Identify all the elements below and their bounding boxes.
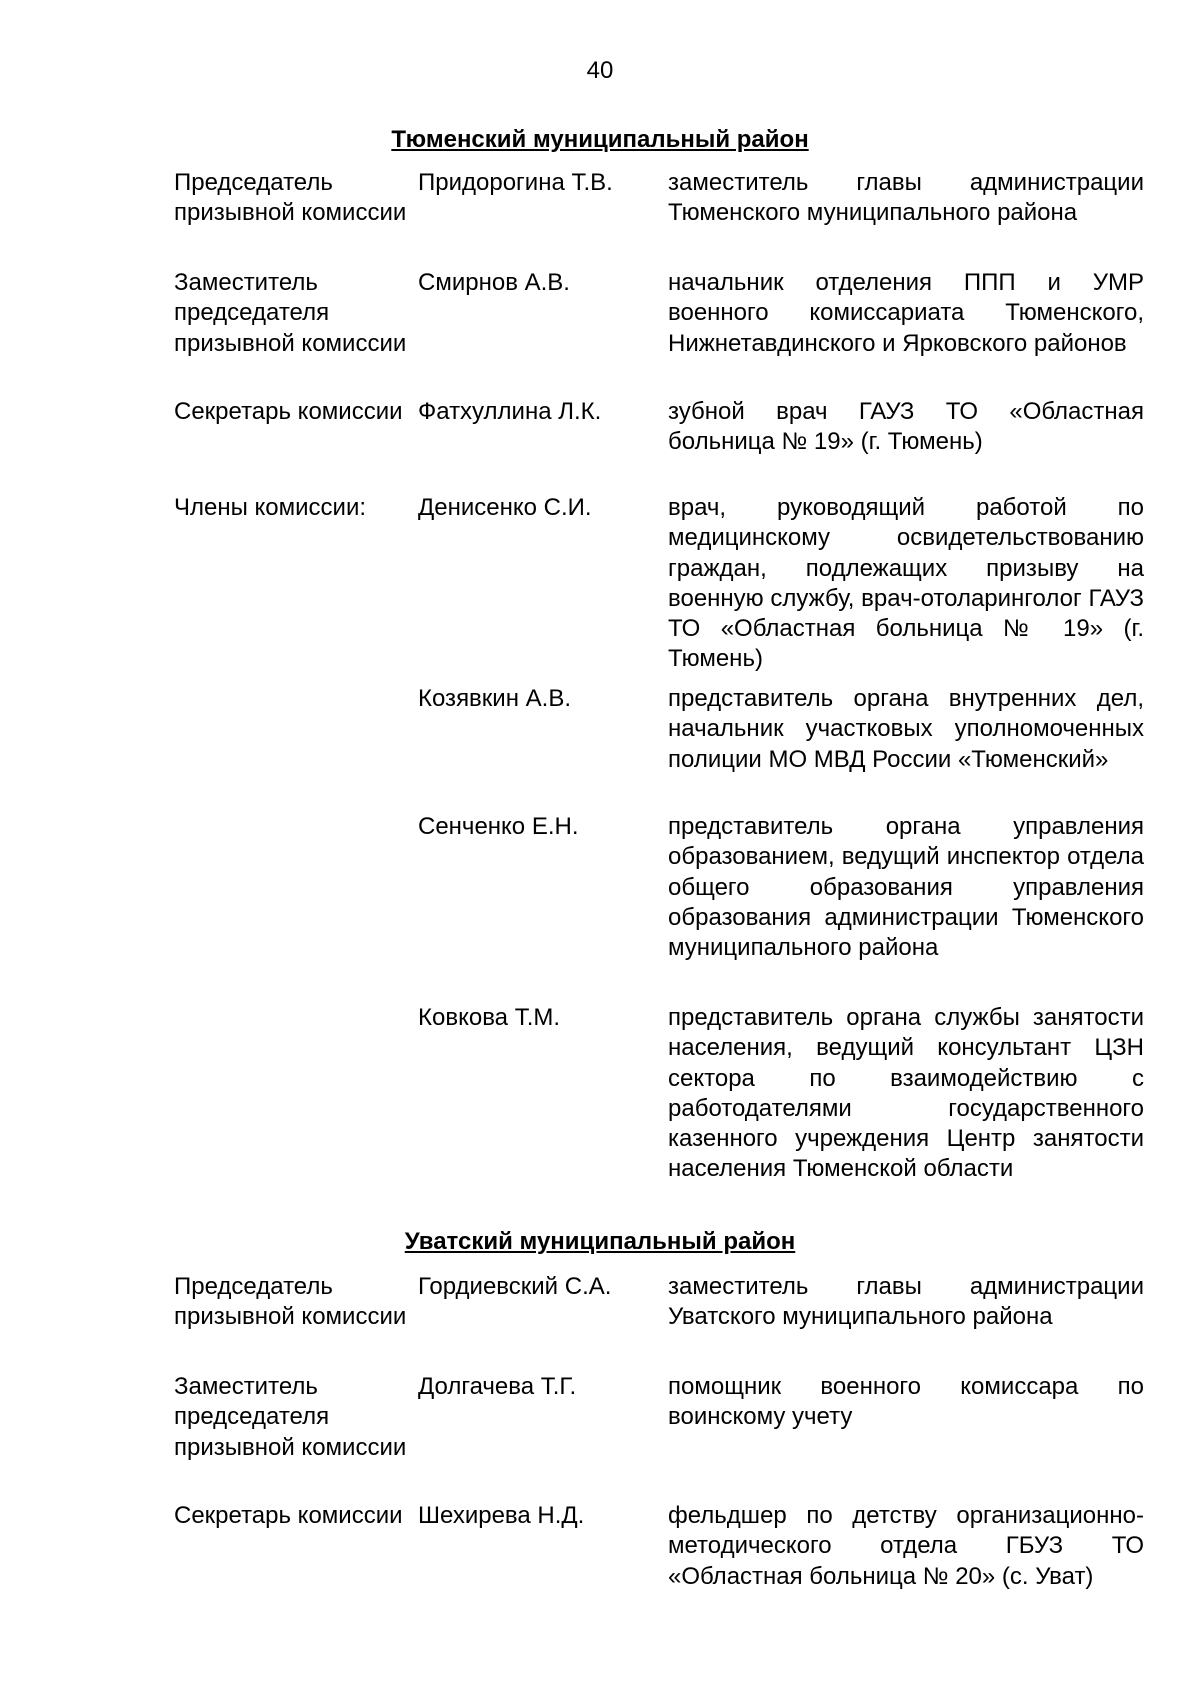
section-title-uvat: Уватский муниципальный район	[404, 1228, 796, 1255]
commission-row	[174, 493, 1144, 675]
member-name: Фатхуллина Л.К.	[418, 398, 602, 425]
member-name: Шехирева Н.Д.	[418, 1502, 585, 1529]
member-position: начальник отделения ППП и УМР военного комиссариата Тюменского, Нижнетавдинского и Ярковского районов	[668, 269, 1144, 357]
role-label	[174, 684, 418, 775]
member-name: Ковкова Т.М.	[418, 1004, 561, 1031]
member-position: зубной врач ГАУЗ ТО «Областная больница № 19» (г. Тюмень)	[668, 398, 1144, 456]
commission-row	[174, 684, 1144, 775]
page-number: 40	[586, 57, 614, 84]
member-name: Козявкин А.В.	[418, 685, 571, 712]
commission-row	[174, 1501, 1144, 1592]
role-label: Председатель призывной комиссии	[174, 169, 407, 227]
member-name: Денисенко С.И.	[418, 494, 592, 521]
member-position: помощник военного комиссара по воинскому учету	[668, 1373, 1144, 1431]
role-label: Члены комиссии:	[174, 494, 367, 521]
member-position: заместитель главы администрации Тюменского муниципального района	[668, 169, 1144, 227]
section-title-tyumen: Тюменский муниципальный район	[391, 126, 809, 153]
commission-row	[174, 168, 1144, 229]
role-label: Секретарь комиссии	[174, 398, 403, 425]
member-position: врач, руководящий работой по медицинскому освидетельствованию граждан, подлежащих призыву на военную службу, врач-отоларинголог ГАУЗ ТО «Областная больница № 19» (г. Тюмень)	[668, 494, 1144, 673]
role-label: Заместитель председателя призывной комиссии	[174, 1373, 407, 1461]
member-name: Гордиевский С.А.	[418, 1273, 612, 1300]
member-name: Сенченко Е.Н.	[418, 813, 579, 840]
commission-row	[174, 812, 1144, 963]
member-position: представитель органа службы занятости населения, ведущий консультант ЦЗН сектора по взаимодействию с работодателями государственного казенного учреждения Центр занятости населения Тюменской области	[668, 1004, 1144, 1183]
commission-row	[174, 1272, 1144, 1333]
role-label: Секретарь комиссии	[174, 1502, 403, 1529]
role-label	[174, 812, 418, 963]
role-label: Заместитель председателя призывной комиссии	[174, 269, 407, 357]
member-position: заместитель главы администрации Уватского муниципального района	[668, 1273, 1144, 1331]
member-position: представитель органа управления образованием, ведущий инспектор отдела общего образования управления образования администрации Тюменского муниципального района	[668, 813, 1144, 962]
member-name: Придорогина Т.В.	[418, 169, 613, 196]
member-name: Долгачева Т.Г.	[418, 1373, 577, 1400]
commission-row	[174, 1372, 1144, 1463]
role-label: Председатель призывной комиссии	[174, 1273, 407, 1331]
commission-row	[174, 268, 1144, 359]
member-position: представитель органа внутренних дел, начальник участковых уполномоченных полиции МО МВД России «Тюменский»	[668, 685, 1144, 773]
member-position: фельдшер по детству организационно-методического отдела ГБУЗ ТО «Областная больница № 20» (с. Уват)	[668, 1502, 1144, 1590]
commission-row	[174, 397, 1144, 458]
member-name: Смирнов А.В.	[418, 269, 570, 296]
role-label	[174, 1003, 418, 1185]
commission-row	[174, 1003, 1144, 1185]
